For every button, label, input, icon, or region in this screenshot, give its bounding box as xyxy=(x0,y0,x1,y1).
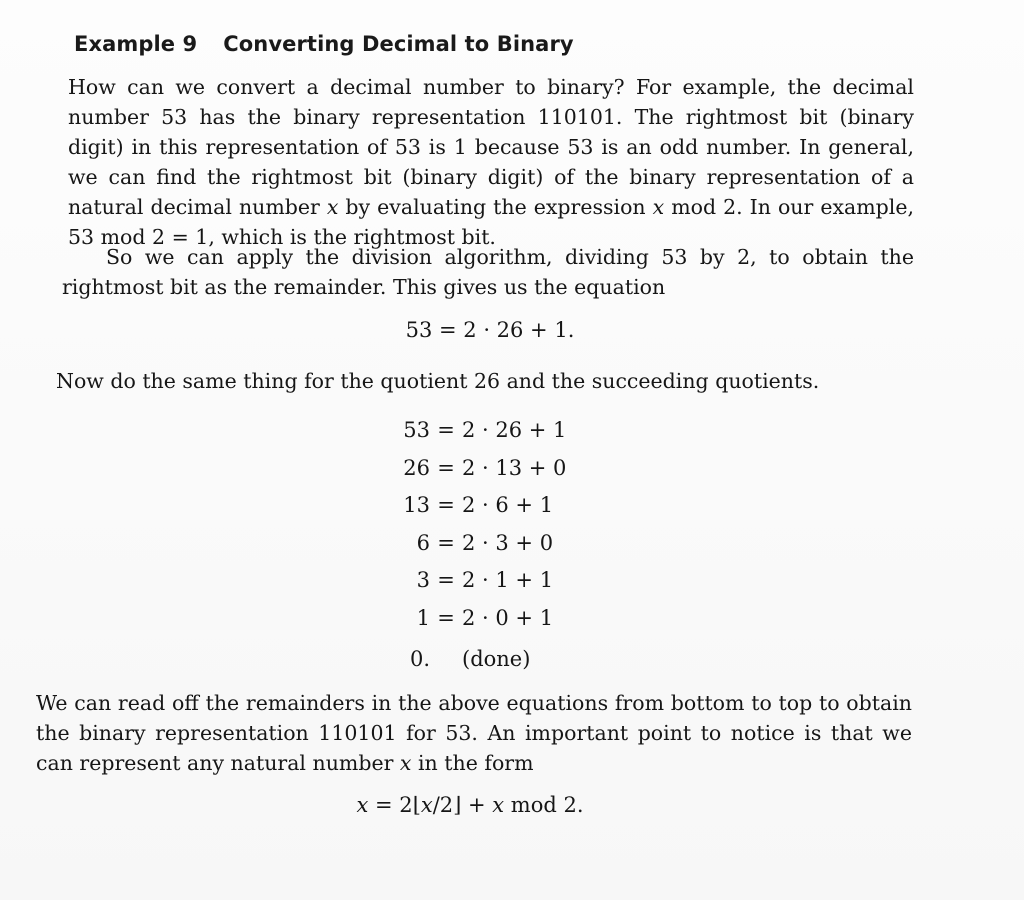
equation-general-form xyxy=(250,793,690,817)
step-equals: = xyxy=(437,530,455,555)
division-step-row xyxy=(390,562,566,600)
paragraph-intro-text-b: by evaluating the expression xyxy=(338,195,653,219)
paragraph-read-remainders-text-a: We can read off the remainders in the above equations from bottom to top to obtain the binary representation 110101 for 53. An important point to notice is that we can represent any natural number xyxy=(36,691,912,775)
equation-53: 53 = 2 · 26 + 1. xyxy=(405,318,575,342)
division-step-row xyxy=(390,600,566,638)
math-variable-x: x xyxy=(652,195,665,219)
division-step-row xyxy=(390,450,566,488)
step-rhs: 2 · 1 + 1 xyxy=(462,568,554,592)
step-equals: = xyxy=(437,568,455,592)
division-steps-table xyxy=(390,412,566,681)
equation-general-part-a: = 2⌊ xyxy=(368,793,421,817)
paragraph-division-algorithm: So we can apply the division algorithm, dividing 53 by 2, to obtain the rightmost bit as the remainder. This gives us the equation xyxy=(62,245,914,299)
paragraph-quotients: Now do the same thing for the quotient 26 and the succeeding quotients. xyxy=(56,369,820,393)
step-equals xyxy=(430,637,462,681)
division-step-row xyxy=(390,637,566,681)
step-equals: = xyxy=(437,455,455,480)
step-rhs: 2 · 6 + 1 xyxy=(462,493,554,517)
step-lhs: 3 xyxy=(416,568,430,592)
step-rhs: 2 · 0 + 1 xyxy=(462,605,554,630)
step-lhs: 6 xyxy=(416,530,430,555)
step-rhs: 2 · 26 + 1 xyxy=(462,418,567,442)
step-rhs: 2 · 13 + 0 xyxy=(462,455,567,480)
division-step-row xyxy=(390,525,566,563)
step-lhs: 1 xyxy=(416,605,430,630)
math-variable-x: x xyxy=(492,793,505,817)
step-equals: = xyxy=(437,605,455,630)
paragraph-intro-text-c: mod 2. In our example, 53 mod 2 = 1, which is the rightmost bit. xyxy=(68,195,914,249)
math-variable-x: x xyxy=(356,793,369,817)
division-step-row xyxy=(390,412,566,450)
example-heading xyxy=(74,32,574,56)
step-rhs: (done) xyxy=(462,647,531,671)
equation-general-part-c: mod 2. xyxy=(504,793,584,817)
math-variable-x: x xyxy=(420,793,433,817)
example-number: Example 9 xyxy=(74,32,198,56)
math-variable-x: x xyxy=(326,195,339,219)
step-lhs: 13 xyxy=(403,493,430,517)
example-title: Converting Decimal to Binary xyxy=(223,32,574,56)
equation-general-part-b: /2⌋ + xyxy=(432,793,493,817)
step-lhs: 0. xyxy=(409,647,430,671)
division-step-row xyxy=(390,487,566,525)
paragraph-read-remainders-text-b: in the form xyxy=(411,751,534,775)
step-lhs: 53 xyxy=(403,418,430,442)
math-variable-x: x xyxy=(399,751,412,775)
step-lhs: 26 xyxy=(403,455,430,480)
paragraph-intro-text-a: How can we convert a decimal number to binary? For example, the decimal number 53 has the binary representation 110101. The rightmost bit (binary digit) in this representation of 53 is 1 because 53 is an odd number. In general, we can find the rightmost bit (binary digit) of the binary representation of a natural decimal number xyxy=(68,75,914,219)
paragraph-intro xyxy=(68,72,914,252)
step-rhs: 2 · 3 + 0 xyxy=(462,530,554,555)
paragraph-read-remainders xyxy=(36,688,912,778)
step-equals: = xyxy=(437,493,455,517)
step-equals: = xyxy=(437,418,455,442)
